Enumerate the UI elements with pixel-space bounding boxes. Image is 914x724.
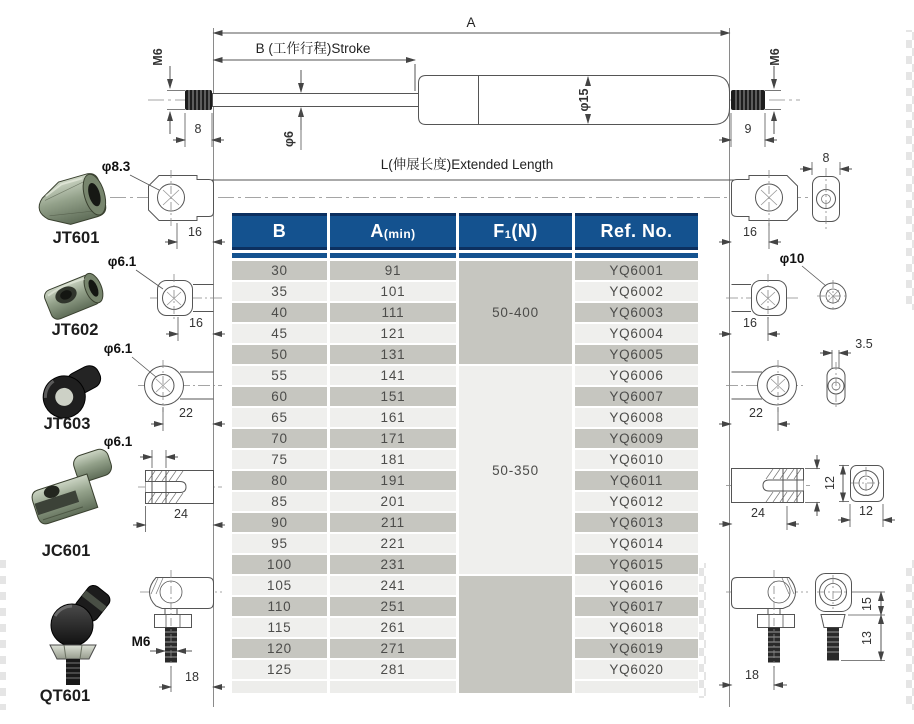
table-cell-a: 191 bbox=[330, 471, 456, 490]
svg-text:M6: M6 bbox=[768, 48, 782, 66]
table-cell-b: 70 bbox=[232, 429, 327, 448]
table-cell-a: 101 bbox=[330, 282, 456, 301]
dia-label-jt602: φ6.1 bbox=[107, 254, 137, 269]
table-cell-a: 231 bbox=[330, 555, 456, 574]
table-cell-ref: YQ6017 bbox=[575, 597, 698, 616]
table-header-f1n: F 1 (N) bbox=[459, 213, 572, 250]
front-label-right1: 8 bbox=[822, 151, 830, 165]
fitting-name-jt603: JT603 bbox=[43, 415, 91, 433]
table-cell-b: 80 bbox=[232, 471, 327, 490]
table-cell-ref: YQ6012 bbox=[575, 492, 698, 511]
right-fitting-5-drawing bbox=[719, 570, 885, 690]
table-cell-a: 211 bbox=[330, 513, 456, 532]
table-cell-a: 261 bbox=[330, 618, 456, 637]
table-header-row bbox=[232, 213, 698, 250]
table-cell-a: 141 bbox=[330, 366, 456, 385]
table-cell-ref: YQ6007 bbox=[575, 387, 698, 406]
front-label-right2: φ10 bbox=[779, 251, 805, 266]
table-cell-a: 91 bbox=[330, 261, 456, 280]
table-cell-b: 95 bbox=[232, 534, 327, 553]
dim-m6-right bbox=[765, 48, 782, 134]
table-cell-partial bbox=[330, 681, 456, 693]
jc601-drawing bbox=[104, 434, 225, 532]
dim-label-L: L(伸展长度)Extended Length bbox=[380, 157, 554, 172]
force-range-cell: 50-350 bbox=[459, 366, 572, 574]
dim-thread-left bbox=[173, 113, 224, 147]
table-cell-ref: YQ6019 bbox=[575, 639, 698, 658]
body-section-2 bbox=[479, 76, 730, 125]
table-cell-a: 251 bbox=[330, 597, 456, 616]
table-cell-ref: YQ6014 bbox=[575, 534, 698, 553]
piston-rod bbox=[213, 94, 419, 107]
body-section-1 bbox=[419, 76, 479, 125]
width-label-jc601: 24 bbox=[174, 507, 188, 521]
thread-left bbox=[185, 90, 212, 110]
table-cell-a: 221 bbox=[330, 534, 456, 553]
table-cell-a: 281 bbox=[330, 660, 456, 679]
table-cell-ref: YQ6013 bbox=[575, 513, 698, 532]
table-cell-b: 75 bbox=[232, 450, 327, 469]
table-cell-ref: YQ6009 bbox=[575, 429, 698, 448]
thread-right bbox=[731, 90, 765, 110]
force-range-cell bbox=[459, 576, 572, 693]
front-label-right3: 3.5 bbox=[855, 337, 873, 351]
table-cell-b: 30 bbox=[232, 261, 327, 280]
svg-text:φ15: φ15 bbox=[577, 88, 591, 112]
table-cell-ref: YQ6015 bbox=[575, 555, 698, 574]
table-cell-b: 120 bbox=[232, 639, 327, 658]
table-cell-b: 125 bbox=[232, 660, 327, 679]
width-label-qt601: 18 bbox=[185, 670, 199, 684]
table-cell-b: 65 bbox=[232, 408, 327, 427]
dim-m6-left bbox=[151, 48, 185, 134]
table-cell-ref: YQ6020 bbox=[575, 660, 698, 679]
width-label-jt603: 22 bbox=[179, 406, 193, 420]
jt601-photo bbox=[34, 171, 111, 247]
table-cell-b: 85 bbox=[232, 492, 327, 511]
table-header-ref-no: Ref. No. bbox=[575, 213, 698, 250]
table-cell-ref: YQ6001 bbox=[575, 261, 698, 280]
dia-label-jt603: φ6.1 bbox=[103, 341, 133, 356]
table-cell-ref: YQ6008 bbox=[575, 408, 698, 427]
table-cell-ref: YQ6018 bbox=[575, 618, 698, 637]
table-header-b: B bbox=[232, 213, 327, 250]
fitting-name-jc601: JC601 bbox=[41, 542, 91, 560]
width-label-right3: 22 bbox=[749, 406, 763, 420]
table-body bbox=[232, 261, 698, 693]
width-label-right5: 18 bbox=[745, 668, 759, 682]
table-cell-a: 271 bbox=[330, 639, 456, 658]
table-cell-b: 40 bbox=[232, 303, 327, 322]
table-cell-a: 111 bbox=[330, 303, 456, 322]
jt603-drawing bbox=[104, 341, 225, 431]
dim-label-A: A bbox=[466, 15, 476, 30]
table-cell-a: 171 bbox=[330, 429, 456, 448]
upper-label-right5: 15 bbox=[860, 597, 874, 611]
table-cell-a: 151 bbox=[330, 387, 456, 406]
table-cell-b: 60 bbox=[232, 387, 327, 406]
table-cell-b: 110 bbox=[232, 597, 327, 616]
table-cell-partial bbox=[232, 681, 327, 693]
extended-length-drawing bbox=[110, 156, 828, 198]
table-cell-ref: YQ6006 bbox=[575, 366, 698, 385]
width-label-jt602: 16 bbox=[189, 316, 203, 330]
table-cell-a: 241 bbox=[330, 576, 456, 595]
right-fitting-3-drawing bbox=[719, 337, 873, 431]
dim-rod-dia bbox=[282, 70, 301, 150]
dim-label-B-stroke: B (工作行程)Stroke bbox=[255, 41, 371, 56]
svg-text:9: 9 bbox=[744, 122, 752, 136]
right-fitting-2-drawing bbox=[719, 251, 849, 341]
dia-label-jt601: φ8.3 bbox=[101, 159, 131, 174]
dia-label-jc601: φ6.1 bbox=[103, 434, 133, 449]
width-label-right2: 16 bbox=[743, 316, 757, 330]
table-cell-ref: YQ6002 bbox=[575, 282, 698, 301]
front-height-label-right4: 12 bbox=[823, 476, 837, 490]
table-cell-a: 121 bbox=[330, 324, 456, 343]
table-cell-b: 115 bbox=[232, 618, 327, 637]
width-label-right1: 16 bbox=[743, 225, 757, 239]
qt601-drawing bbox=[132, 570, 225, 692]
fitting-name-jt601: JT601 bbox=[52, 229, 100, 247]
lower-label-right5: 13 bbox=[860, 631, 874, 645]
svg-text:8: 8 bbox=[194, 122, 202, 136]
jt601-drawing bbox=[102, 159, 225, 249]
table-cell-b: 45 bbox=[232, 324, 327, 343]
table-cell-ref: YQ6010 bbox=[575, 450, 698, 469]
table-cell-b: 55 bbox=[232, 366, 327, 385]
table-header-underline bbox=[232, 253, 698, 258]
table-cell-ref: YQ6003 bbox=[575, 303, 698, 322]
right-fitting-4-drawing bbox=[719, 455, 895, 532]
svg-text:M6: M6 bbox=[151, 48, 165, 66]
table-cell-ref: YQ6005 bbox=[575, 345, 698, 364]
spec-table bbox=[232, 213, 698, 693]
table-cell-b: 50 bbox=[232, 345, 327, 364]
table-cell-a: 161 bbox=[330, 408, 456, 427]
table-header-a-min: A (min) bbox=[330, 213, 456, 250]
dia-label-qt601: M6 bbox=[131, 634, 151, 649]
force-range-cell: 50-400 bbox=[459, 261, 572, 364]
table-cell-b: 90 bbox=[232, 513, 327, 532]
table-cell-b: 35 bbox=[232, 282, 327, 301]
table-cell-b: 100 bbox=[232, 555, 327, 574]
fitting-name-jt602: JT602 bbox=[51, 321, 99, 339]
table-cell-a: 181 bbox=[330, 450, 456, 469]
table-cell-b: 105 bbox=[232, 576, 327, 595]
gas-spring-drawing bbox=[148, 15, 800, 150]
svg-text:φ6: φ6 bbox=[282, 131, 296, 147]
jc601-photo bbox=[24, 447, 123, 560]
jt602-drawing bbox=[108, 254, 225, 341]
table-cell-a: 201 bbox=[330, 492, 456, 511]
right-fitting-1-drawing bbox=[719, 151, 852, 249]
jt603-photo bbox=[36, 359, 111, 433]
table-cell-ref: YQ6011 bbox=[575, 471, 698, 490]
table-cell-partial bbox=[575, 681, 698, 693]
qt601-photo bbox=[40, 583, 113, 705]
width-label-right4: 24 bbox=[751, 506, 765, 520]
jt602-photo bbox=[42, 271, 107, 339]
table-cell-ref: YQ6004 bbox=[575, 324, 698, 343]
table-cell-ref: YQ6016 bbox=[575, 576, 698, 595]
fitting-name-qt601: QT601 bbox=[39, 687, 91, 705]
front-width-label-right4: 12 bbox=[859, 504, 873, 518]
table-cell-a: 131 bbox=[330, 345, 456, 364]
width-label-jt601: 16 bbox=[188, 225, 202, 239]
